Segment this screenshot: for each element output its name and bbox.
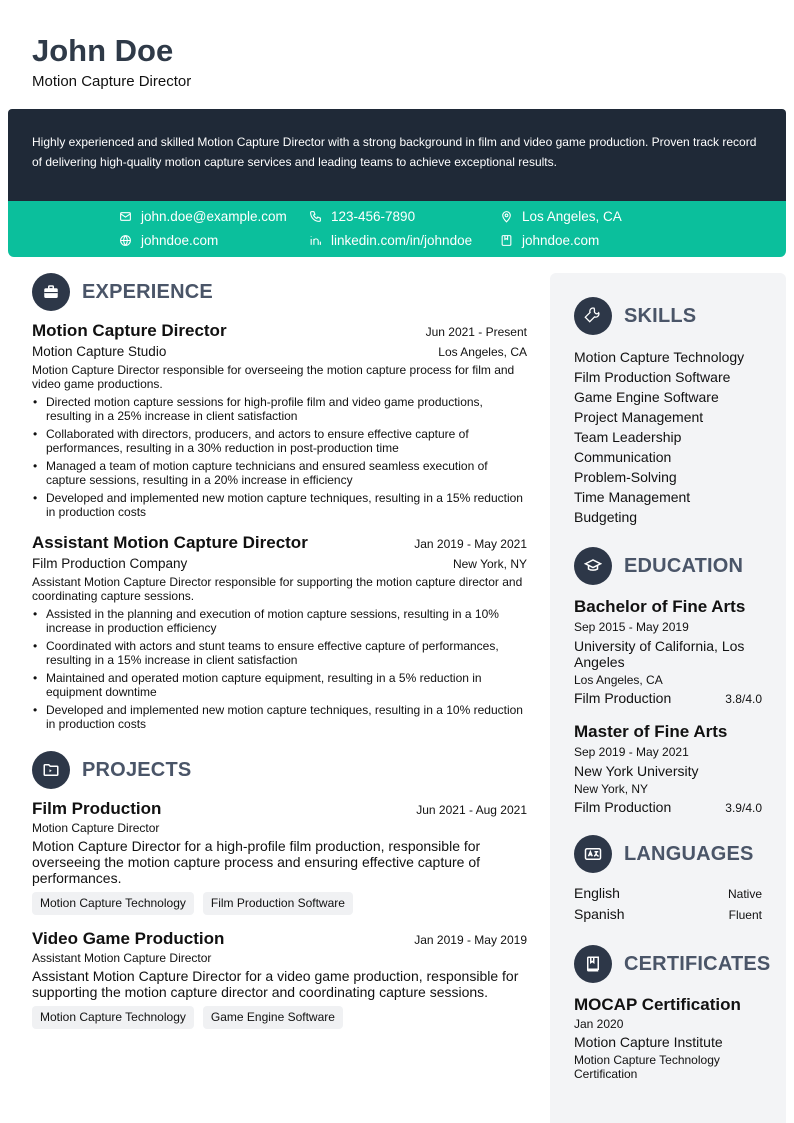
projects-heading: PROJECTS: [82, 758, 192, 781]
certificates-header: [574, 945, 771, 983]
map-pin-icon: [500, 210, 513, 223]
education-location: New York, NY: [574, 782, 649, 796]
contact-linkedin-text: linkedin.com/in/johndoe: [331, 233, 473, 248]
summary-text: Highly experienced and skilled Motion Capture Director with a strong background in film and video game production. Proven track record of delivering high-quality motion capture services and leading teams to achieve exceptional results.: [32, 135, 757, 169]
job-bullets: [32, 395, 527, 519]
job-location: Los Angeles, CA: [438, 345, 527, 359]
contact-portfolio[interactable]: [500, 233, 599, 248]
languages-heading: LANGUAGES: [624, 842, 754, 865]
project-entry: [32, 799, 527, 915]
job-bullet: • Directed motion capture sessions for high-profile film and video game productions, resulting in a 25% increase in client satisfaction: [32, 395, 527, 423]
job-bullets: [32, 607, 527, 731]
job-bullet: • Coordinated with actors and stunt teams to ensure effective capture of performances, resulting in a 15% increase in client satisfaction: [32, 639, 527, 667]
job-title: Motion Capture Director: [32, 321, 227, 340]
contact-bar: [8, 201, 786, 257]
job-bullet: • Developed and implemented new motion capture techniques, resulting in a 10% reduction in production costs: [32, 703, 527, 731]
education-location: Los Angeles, CA: [574, 673, 663, 687]
book-icon: [574, 945, 612, 983]
main-column: [32, 273, 527, 1029]
contact-email-text: john.doe@example.com: [141, 209, 287, 224]
project-tag: Game Engine Software: [203, 1006, 343, 1029]
education-gpa: 3.8/4.0: [725, 692, 762, 706]
language-name: English: [574, 885, 620, 901]
contact-portfolio-text: johndoe.com: [522, 233, 600, 248]
project-tags: [32, 892, 527, 915]
contact-location: [500, 209, 622, 224]
skill-item: Budgeting: [574, 509, 638, 525]
job-bullet: • Developed and implemented new motion capture techniques, resulting in a 15% reduction in production costs: [32, 491, 527, 519]
education-field: Film Production: [574, 799, 672, 815]
candidate-title: Motion Capture Director: [32, 73, 192, 90]
skills-list: [574, 347, 762, 527]
skill-item: Team Leadership: [574, 429, 682, 445]
portfolio-icon: [500, 234, 513, 247]
contact-phone[interactable]: [309, 209, 415, 224]
certificates-heading: CERTIFICATES: [624, 952, 771, 975]
skill-item: Game Engine Software: [574, 389, 719, 405]
contact-location-text: Los Angeles, CA: [522, 209, 622, 224]
job-company: Motion Capture Studio: [32, 344, 167, 359]
experience-heading: EXPERIENCE: [82, 280, 213, 303]
project-description: Assistant Motion Capture Director for a video game production, responsible for supporting the motion capture director and coordinating capture sessions.: [32, 968, 519, 1000]
contact-email[interactable]: [119, 209, 287, 224]
certificate-date: Jan 2020: [574, 1017, 624, 1031]
education-heading: EDUCATION: [624, 554, 744, 577]
language-item: [574, 904, 762, 925]
job-description: Assistant Motion Capture Director responsible for supporting the motion capture director and coordinating capture sessions.: [32, 575, 523, 603]
skill-item: Film Production Software: [574, 369, 731, 385]
phone-icon: [309, 210, 322, 223]
job-entry: [32, 321, 527, 519]
languages-header: [574, 835, 762, 873]
skill-item: Project Management: [574, 409, 704, 425]
job-bullet: • Maintained and operated motion capture equipment, resulting in a 5% reduction in equipment downtime: [32, 671, 527, 699]
resume-header: [32, 32, 191, 90]
contact-linkedin[interactable]: [309, 233, 472, 248]
certificate-description: Motion Capture Technology Certification: [574, 1053, 720, 1081]
project-description: Motion Capture Director for a high-profile film production, responsible for overseeing the motion capture process and ensuring effective capture of performances.: [32, 838, 481, 886]
project-tags: [32, 1006, 527, 1029]
linkedin-icon: [309, 234, 322, 247]
education-entry: [574, 722, 762, 815]
education-field: Film Production: [574, 690, 672, 706]
skills-header: [574, 297, 762, 335]
project-role: Motion Capture Director: [32, 821, 160, 835]
folder-icon: [32, 751, 70, 789]
project-title: Video Game Production: [32, 929, 225, 948]
education-school: University of California, Los Angeles: [574, 638, 745, 670]
summary-panel: [8, 109, 786, 201]
contact-website[interactable]: [119, 233, 218, 248]
certificate-title: MOCAP Certification: [574, 995, 741, 1014]
job-bullet: • Collaborated with directors, producers, and actors to ensure effective capture of performances, resulting in a 30% reduction in post-production time: [32, 427, 527, 455]
job-description: Motion Capture Director responsible for overseeing the motion capture process for film and video game productions.: [32, 363, 515, 391]
contact-phone-text: 123-456-7890: [331, 209, 416, 224]
skill-item: Motion Capture Technology: [574, 349, 745, 365]
graduation-cap-icon: [574, 547, 612, 585]
project-title: Film Production: [32, 799, 162, 818]
education-degree: Bachelor of Fine Arts: [574, 597, 746, 616]
translate-icon: [574, 835, 612, 873]
education-school: New York University: [574, 763, 699, 779]
job-bullet: • Managed a team of motion capture technicians and ensured seamless execution of capture sessions, resulting in a 20% increase in efficiency: [32, 459, 527, 487]
project-tag: Film Production Software: [203, 892, 353, 915]
projects-header: [32, 751, 527, 789]
project-role: Assistant Motion Capture Director: [32, 951, 212, 965]
job-location: New York, NY: [452, 557, 527, 571]
skill-item: Problem-Solving: [574, 469, 677, 485]
job-date: Jun 2021 - Present: [425, 325, 527, 339]
wrench-icon: [574, 297, 612, 335]
sidebar: [550, 273, 786, 1123]
education-date: Sep 2019 - May 2021: [574, 745, 689, 759]
language-level: Fluent: [728, 908, 762, 922]
job-title: Assistant Motion Capture Director: [32, 533, 308, 552]
contact-website-text: johndoe.com: [141, 233, 219, 248]
briefcase-icon: [32, 273, 70, 311]
language-item: [574, 883, 762, 904]
project-tag: Motion Capture Technology: [32, 1006, 194, 1029]
education-date: Sep 2015 - May 2019: [574, 620, 689, 634]
language-level: Native: [727, 887, 762, 901]
skill-item: Communication: [574, 449, 672, 465]
job-company: Film Production Company: [32, 556, 188, 571]
languages-list: [574, 883, 762, 925]
language-name: Spanish: [574, 906, 625, 922]
email-icon: [119, 210, 132, 223]
education-degree: Master of Fine Arts: [574, 722, 728, 741]
candidate-name: John Doe: [32, 33, 174, 68]
education-gpa: 3.9/4.0: [725, 801, 762, 815]
job-bullet: • Assisted in the planning and execution of motion capture sessions, resulting in a 10% increase in production efficiency: [32, 607, 527, 635]
skills-heading: SKILLS: [624, 304, 697, 327]
skill-item: Time Management: [574, 489, 691, 505]
certificate-issuer: Motion Capture Institute: [574, 1034, 723, 1050]
education-header: [574, 547, 762, 585]
project-date: Jun 2021 - Aug 2021: [416, 803, 527, 817]
certificate-entry: [574, 995, 762, 1081]
job-date: Jan 2019 - May 2021: [414, 537, 527, 551]
globe-icon: [119, 234, 132, 247]
experience-header: [32, 273, 527, 311]
project-entry: [32, 929, 527, 1029]
project-date: Jan 2019 - May 2019: [414, 933, 527, 947]
education-entry: [574, 597, 762, 706]
project-tag: Motion Capture Technology: [32, 892, 194, 915]
job-entry: [32, 533, 527, 731]
